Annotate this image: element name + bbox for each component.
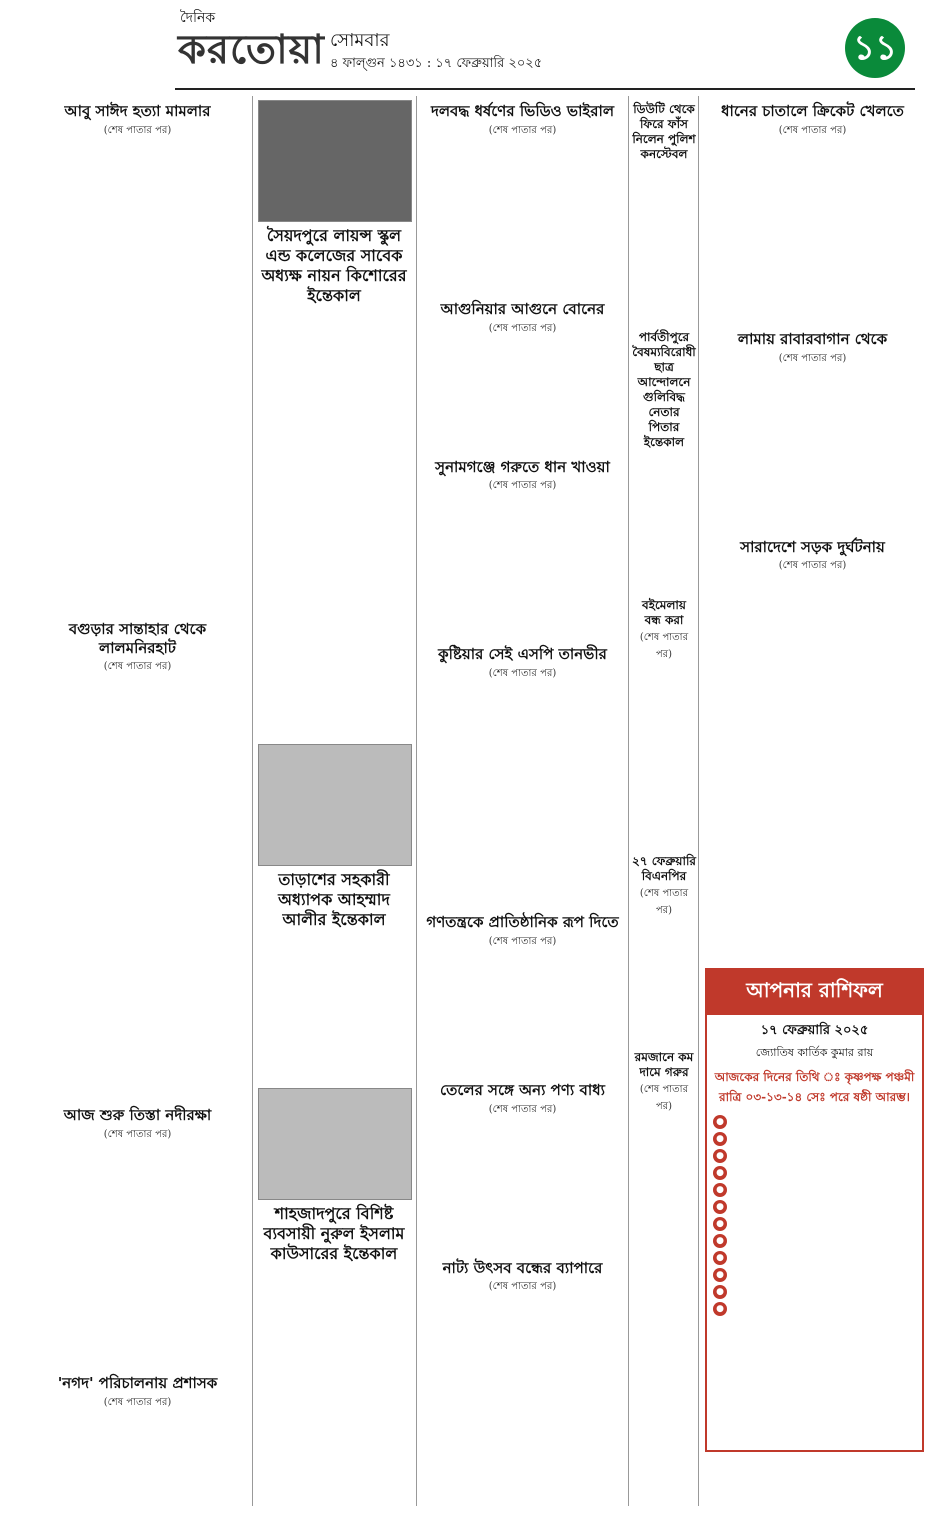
- continuation-note: (শেষ পাতার পর): [488, 668, 557, 679]
- headline[interactable]: 'নগদ' পরিচালনায় প্রশাসক: [57, 1374, 218, 1392]
- headline[interactable]: আগুনিয়ার আগুনে বোনের: [440, 299, 605, 318]
- continuation-note: (শেষ পাতার পর): [103, 1129, 172, 1140]
- column-2: [258, 96, 410, 1348]
- article-body: [258, 934, 410, 1084]
- scales-icon: ●: [713, 1217, 727, 1231]
- continuation-note: (শেষ পাতার পর): [488, 935, 557, 947]
- headline[interactable]: বগুড়ার সান্তাহার থেকে লালমনিরহাট: [68, 619, 207, 657]
- obituary-headline[interactable]: তাড়াশের সহকারী অধ্যাপক আহম্মাদ আলীর ইন্তেকাল: [278, 870, 390, 929]
- headline[interactable]: ধানের চাতালে ক্রিকেট খেলতে: [721, 102, 904, 120]
- portrait-photo: [258, 1088, 412, 1200]
- continuation-note: (শেষ পাতার পর): [103, 1396, 172, 1408]
- continuation-note: (শেষ পাতার পর): [639, 888, 689, 916]
- column-divider: [698, 96, 699, 1506]
- zodiac-sign-row: [713, 1149, 916, 1163]
- headline[interactable]: লামায় রাবারবাগান থেকে: [737, 329, 888, 348]
- crab-icon: ●: [713, 1166, 727, 1180]
- headline[interactable]: সারাদেশে সড়ক দুর্ঘটনায়: [740, 537, 885, 556]
- column-divider: [628, 96, 629, 1506]
- article-body: [30, 680, 245, 1100]
- bull-icon: ●: [713, 1132, 727, 1146]
- obituary-headline[interactable]: শাহজাদপুরে বিশিষ্ট ব্যবসায়ী নুরুল ইসলাম কাউসারের ইন্তেকাল: [263, 1204, 405, 1263]
- continuation-note: (শেষ পাতার পর): [103, 124, 172, 136]
- headline[interactable]: আবু সাঈদ হত্যা মামলার: [64, 102, 211, 120]
- zodiac-sign-row: [713, 1183, 916, 1197]
- continuation-note: (শেষ পাতার পর): [639, 632, 689, 660]
- column-divider: [416, 96, 417, 1506]
- article-body: [705, 579, 920, 809]
- zodiac-sign-row: [713, 1217, 916, 1231]
- article-body: [632, 924, 696, 1044]
- fish-icon: ●: [713, 1302, 727, 1316]
- zodiac-sign-row: [713, 1234, 916, 1248]
- article-body: [705, 372, 920, 532]
- article-body: [420, 1123, 625, 1253]
- column-5: [705, 96, 920, 809]
- zodiac-sign-row: [713, 1132, 916, 1146]
- continuation-note: (শেষ পাতার পর): [778, 124, 847, 136]
- continuation-note: (শেষ পাতার পর): [778, 560, 847, 572]
- headline[interactable]: গণতন্ত্রকে প্রাতিষ্ঠানিক রূপ দিতে: [426, 913, 619, 931]
- continuation-note: (শেষ পাতার পর): [639, 1084, 689, 1112]
- column-4: [632, 96, 696, 1220]
- continuation-note: (শেষ পাতার পর): [103, 661, 172, 673]
- archer-icon: ●: [713, 1251, 727, 1265]
- masthead-small: দৈনিক: [180, 10, 216, 26]
- ram-icon: ●: [713, 1115, 727, 1129]
- continuation-note: (শেষ পাতার পর): [488, 480, 557, 492]
- zodiac-sign-row: [713, 1251, 916, 1265]
- lion-icon: ●: [713, 1183, 727, 1197]
- obituary-headline[interactable]: সৈয়দপুরে লায়ন্স স্কুল এন্ড কলেজের সাবেক অধ্যক্ষ নায়ন কিশোরের ইন্তেকাল: [261, 226, 407, 305]
- article-body: [420, 342, 625, 452]
- article-body: [30, 1416, 245, 1516]
- page-number: ১১: [845, 18, 905, 78]
- masthead-rule: [175, 88, 915, 90]
- article-body: [632, 452, 696, 592]
- continuation-note: (শেষ পাতার পর): [488, 322, 557, 334]
- masthead: [0, 0, 945, 96]
- headline[interactable]: তেলের সঙ্গে অন্য পণ্য বাধ্য: [440, 1080, 605, 1099]
- masthead-date: ৪ ফাল্গুন ১৪৩১ : ১৭ ফেব্রুয়ারি ২০২৫: [330, 56, 543, 71]
- zodiac-sign-row: [713, 1115, 916, 1129]
- zodiac-list: [707, 1115, 922, 1316]
- headline[interactable]: ২৭ ফেব্রুয়ারি বিএনপির: [632, 854, 696, 883]
- article-body: [420, 1300, 625, 1410]
- horoscope-box: [705, 968, 924, 1452]
- article-body: [420, 144, 625, 294]
- headline[interactable]: ডিউটি থেকে ফিরে ফাঁস নিলেন পুলিশ কনস্টেবল: [632, 102, 696, 161]
- column-divider: [252, 96, 253, 1506]
- headline[interactable]: নাট্য উৎসব বন্ধের ব্যাপারে: [442, 1258, 603, 1277]
- portrait-photo: [258, 100, 412, 222]
- column-1: [30, 96, 245, 1516]
- article-body: [30, 144, 245, 614]
- article-body: [258, 1268, 410, 1348]
- continuation-note: (শেষ পাতার পর): [778, 352, 847, 364]
- scorpion-icon: ●: [713, 1234, 727, 1248]
- article-body: [632, 668, 696, 848]
- twins-icon: ●: [713, 1149, 727, 1163]
- maiden-icon: ●: [713, 1200, 727, 1214]
- goat-icon: ●: [713, 1268, 727, 1282]
- headline[interactable]: আজ শুরু তিস্তা নদীরক্ষা: [63, 1106, 212, 1125]
- zodiac-sign-row: [713, 1166, 916, 1180]
- continuation-note: (শেষ পাতার পর): [488, 1281, 557, 1293]
- water-bearer-icon: ●: [713, 1285, 727, 1299]
- headline[interactable]: রমজানে কম দামে গরুর: [634, 1050, 694, 1079]
- horoscope-author: জ্যোতিষ কার্তিক কুমার রায়: [755, 1046, 874, 1059]
- continuation-note: (শেষ পাতার পর): [488, 124, 557, 136]
- article-body: [632, 1120, 696, 1220]
- zodiac-sign-row: [713, 1200, 916, 1214]
- article-body: [420, 499, 625, 639]
- continuation-note: (শেষ পাতার পর): [488, 1103, 557, 1115]
- article-body: [420, 955, 625, 1075]
- headline[interactable]: পার্বতীপুরে বৈষম্যবিরোধী ছাত্র আন্দোলনে গুলিবিদ্ধ নেতার পিতার ইন্তেকাল: [632, 330, 696, 449]
- column-3: [420, 96, 625, 1410]
- article-body: [632, 164, 696, 324]
- headline[interactable]: বইমেলায় বন্ধ করা: [642, 598, 686, 627]
- zodiac-sign-row: [713, 1268, 916, 1282]
- tithi-note: আজকের দিনের তিথি ঃ কৃষ্ণপক্ষ পঞ্চমী রাত্রি ০৩-১৩-১৪ সেঃ পরে ষষ্ঠী আরম্ভ।: [714, 1070, 915, 1104]
- headline[interactable]: কুষ্টিয়ার সেই এসপি তানভীর: [438, 645, 607, 664]
- headline[interactable]: সুনামগঞ্জে গরুতে ধান খাওয়া: [435, 457, 610, 476]
- article-body: [30, 1148, 245, 1368]
- article-body: [705, 144, 920, 324]
- zodiac-sign-row: [713, 1285, 916, 1299]
- article-body: [258, 310, 410, 740]
- zodiac-sign-row: [713, 1302, 916, 1316]
- portrait-photo: [258, 744, 412, 866]
- newspaper-logo: করতোয়া: [178, 26, 325, 73]
- headline[interactable]: দলবদ্ধ ধর্ষণের ভিডিও ভাইরাল: [430, 102, 615, 120]
- horoscope-title: আপনার রাশিফল: [707, 970, 922, 1015]
- masthead-day: সোমবার: [330, 30, 390, 51]
- horoscope-date: ১৭ ফেব্রুয়ারি ২০২৫: [760, 1023, 869, 1038]
- article-body: [420, 687, 625, 907]
